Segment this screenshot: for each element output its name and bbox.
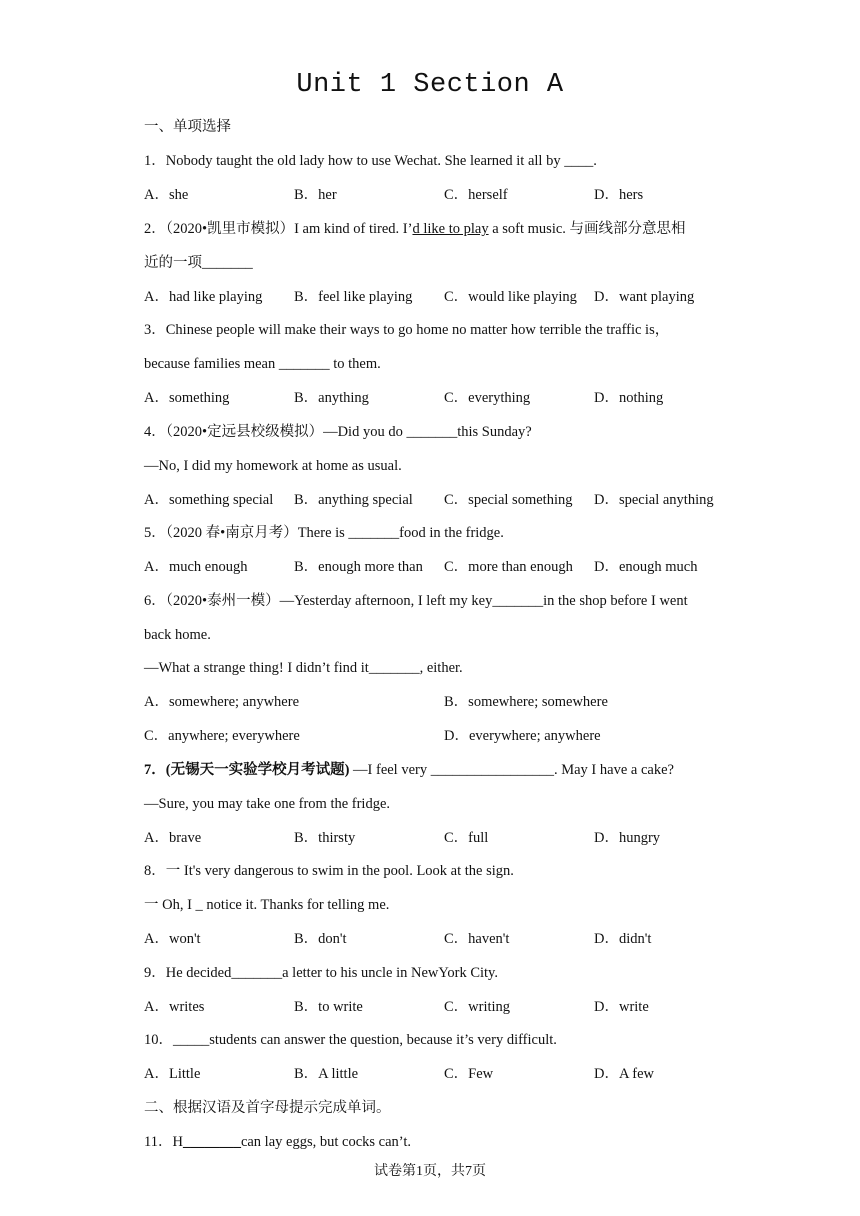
q6-option-c: C．anywhere; everywhere	[144, 728, 300, 744]
question-11-text	[144, 1132, 411, 1152]
question-3-line2: because families mean _______ to them.	[144, 356, 381, 372]
q11-post: can lay eggs, but cocks can’t.	[240, 1134, 411, 1150]
question-1-text: 1．Nobody taught the old lady how to use Wechat. She learned it all by ____.	[144, 153, 597, 169]
q8-option-b: B．don't	[294, 931, 347, 947]
q8-option-d: D．didn't	[594, 931, 652, 947]
question-7-line2: —Sure, you may take one from the fridge.	[144, 796, 391, 812]
q9-option-a: A．writes	[144, 999, 205, 1015]
q2-option-c: C．would like playing	[444, 289, 577, 305]
question-9-text: 9．He decided_______a letter to his uncle in NewYork City.	[144, 965, 498, 981]
q2-underlined-phrase: d like to play	[412, 221, 489, 237]
q10-option-c: C．Few	[444, 1066, 494, 1082]
q7-option-d: D．hungry	[594, 830, 661, 846]
q11-pre: 11．H	[144, 1134, 183, 1150]
q3-option-d: D．nothing	[594, 390, 664, 406]
q5-option-d: D．enough much	[594, 559, 698, 575]
question-4-text: 4．（2020•定远县校级模拟）—Did you do _______this Sunday?	[144, 424, 532, 440]
q5-option-c: C．more than enough	[444, 559, 573, 575]
question-6-line2: back home.	[144, 627, 211, 643]
q7-rest: —I feel very _________________. May I have a cake?	[349, 762, 674, 778]
q2-option-d: D．want playing	[594, 289, 695, 305]
question-6-text: 6．（2020•泰州一模）—Yesterday afternoon, I left my key_______in the shop before I went	[144, 593, 688, 609]
question-10-text: 10．_____students can answer the question, because it’s very difficult.	[144, 1032, 557, 1048]
page-footer: 试卷第1页，共7页	[374, 1164, 486, 1179]
q1-option-b: B．her	[294, 187, 337, 203]
question-8-text: 8．一 It's very dangerous to swim in the pool. Look at the sign.	[144, 863, 514, 879]
q3-option-c: C．everything	[444, 390, 531, 406]
q8-option-a: A．won't	[144, 931, 201, 947]
q10-option-d: D．A few	[594, 1066, 655, 1082]
q3-option-a: A．something	[144, 390, 230, 406]
q6-option-d: D．everywhere; anywhere	[444, 728, 601, 744]
q9-option-d: D．write	[594, 999, 649, 1015]
q9-option-c: C．writing	[444, 999, 511, 1015]
question-3-text: 3．Chinese people will make their ways to go home no matter how terrible the traffic is，	[144, 322, 670, 338]
section-heading-2: 二、根据汉语及首字母提示完成单词。	[144, 1100, 391, 1116]
q10-option-b: B．A little	[294, 1066, 359, 1082]
q7-option-c: C．full	[444, 830, 489, 846]
page-title: Unit 1 Section A	[296, 70, 564, 100]
q4-option-d: D．special anything	[594, 492, 714, 508]
q8-option-c: C．haven't	[444, 931, 510, 947]
question-8-line2: 一 Oh, I _ notice it. Thanks for telling me.	[144, 897, 390, 913]
q7-option-b: B．thirsty	[294, 830, 356, 846]
q4-option-b: B．anything special	[294, 492, 413, 508]
q2-option-a: A．had like playing	[144, 289, 263, 305]
q2-option-b: B．feel like playing	[294, 289, 413, 305]
question-2-text	[144, 219, 686, 239]
question-7-text	[144, 760, 674, 780]
q4-option-a: A．something special	[144, 492, 274, 508]
q1-option-d: D．hers	[594, 187, 644, 203]
q7-option-a: A．brave	[144, 830, 202, 846]
question-6-line3: —What a strange thing! I didn’t find it_______, either.	[144, 660, 463, 676]
q6-option-a: A．somewhere; anywhere	[144, 694, 300, 710]
q2-pre: 2．（2020•凯里市模拟）I am kind of tired. I’	[144, 221, 413, 237]
q10-option-a: A．Little	[144, 1066, 201, 1082]
q9-option-b: B．to write	[294, 999, 363, 1015]
question-2-line2: 近的一项_______	[144, 255, 253, 271]
q1-option-a: A．she	[144, 187, 189, 203]
q5-option-a: A．much enough	[144, 559, 248, 575]
q1-option-c: C．herself	[444, 187, 508, 203]
q2-post: a soft music. 与画线部分意思相	[488, 221, 686, 237]
question-5-text: 5．（2020 春•南京月考）There is _______food in the fridge.	[144, 525, 504, 541]
q3-option-b: B．anything	[294, 390, 369, 406]
question-4-line2: —No, I did my homework at home as usual.	[144, 458, 402, 474]
q6-option-b: B．somewhere; somewhere	[444, 694, 608, 710]
section-heading-1: 一、单项选择	[144, 119, 231, 135]
q5-option-b: B．enough more than	[294, 559, 423, 575]
q4-option-c: C．special something	[444, 492, 573, 508]
q7-source: 7．(无锡天一实验学校月考试题)	[144, 762, 350, 778]
q11-blank: ________	[182, 1134, 241, 1150]
